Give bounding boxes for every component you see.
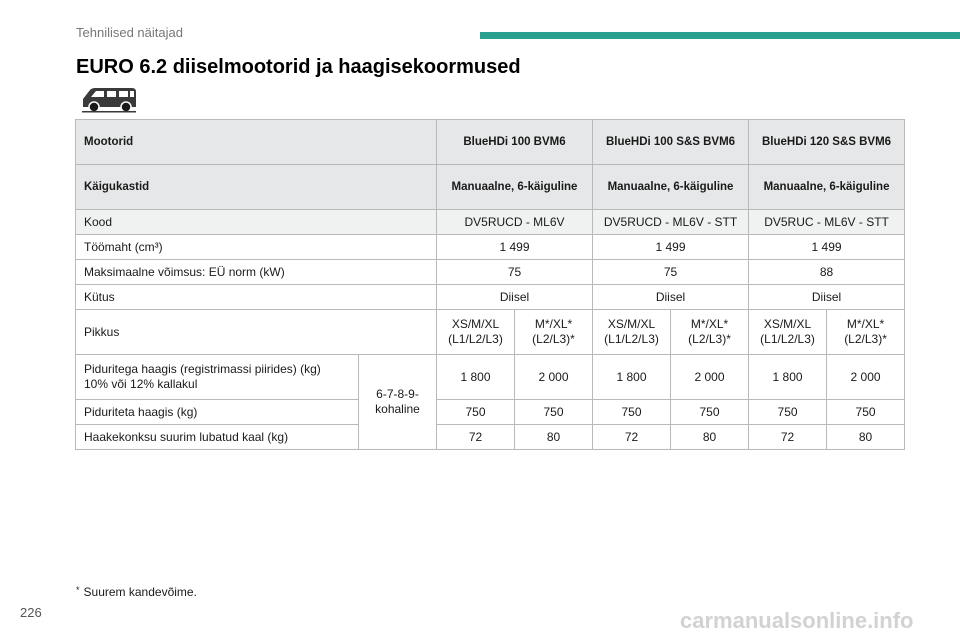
gearbox-value-3: Manuaalne, 6-käiguline (749, 165, 905, 210)
length-value-1: XS/M/XL (L1/L2/L3) (437, 310, 515, 355)
power-value-2: 75 (593, 260, 749, 285)
fuel-value-3: Diisel (749, 285, 905, 310)
fuel-label: Kütus (76, 285, 437, 310)
engine-spec-table (75, 119, 905, 450)
gearbox-row (76, 165, 905, 210)
length-label: Pikkus (76, 310, 437, 355)
towball-value-6: 80 (827, 425, 905, 450)
page-number: 226 (20, 605, 42, 620)
code-value-1: DV5RUCD - ML6V (437, 210, 593, 235)
displacement-value-1: 1 499 (437, 235, 593, 260)
section-label: Tehnilised näitajad (76, 25, 183, 40)
footnote-marker: * (76, 585, 80, 595)
length-value-5: XS/M/XL (L1/L2/L3) (749, 310, 827, 355)
engines-header-row (76, 120, 905, 165)
power-row (76, 260, 905, 285)
engine-header-3: BlueHDi 120 S&S BVM6 (749, 120, 905, 165)
watermark: carmanualsonline.info (680, 608, 914, 633)
code-label: Kood (76, 210, 437, 235)
length-value-2: M*/XL* (L2/L3)* (515, 310, 593, 355)
unbraked-trailer-value-6: 750 (827, 400, 905, 425)
towball-value-1: 72 (437, 425, 515, 450)
towball-value-4: 80 (671, 425, 749, 450)
braked-trailer-value-1: 1 800 (437, 355, 515, 400)
braked-trailer-value-4: 2 000 (671, 355, 749, 400)
unbraked-trailer-label: Piduriteta haagis (kg) (76, 400, 359, 425)
header-accent-bar (480, 32, 960, 39)
towball-value-5: 72 (749, 425, 827, 450)
code-row (76, 210, 905, 235)
braked-trailer-value-5: 1 800 (749, 355, 827, 400)
towball-value-2: 80 (515, 425, 593, 450)
towball-label: Haakekonksu suurim lubatud kaal (kg) (76, 425, 359, 450)
unbraked-trailer-value-5: 750 (749, 400, 827, 425)
displacement-value-2: 1 499 (593, 235, 749, 260)
length-value-6: M*/XL* (L2/L3)* (827, 310, 905, 355)
power-value-1: 75 (437, 260, 593, 285)
unbraked-trailer-value-2: 750 (515, 400, 593, 425)
footnote (76, 585, 197, 599)
power-value-3: 88 (749, 260, 905, 285)
code-value-2: DV5RUCD - ML6V - STT (593, 210, 749, 235)
unbraked-trailer-value-1: 750 (437, 400, 515, 425)
footnote-text: Suurem kandevõime. (83, 585, 197, 599)
fuel-row (76, 285, 905, 310)
braked-trailer-value-2: 2 000 (515, 355, 593, 400)
displacement-value-3: 1 499 (749, 235, 905, 260)
code-value-3: DV5RUC - ML6V - STT (749, 210, 905, 235)
unbraked-trailer-value-3: 750 (593, 400, 671, 425)
gearbox-value-2: Manuaalne, 6-käiguline (593, 165, 749, 210)
van-icon (80, 85, 138, 113)
unbraked-trailer-row (76, 400, 905, 425)
engine-header-1: BlueHDi 100 BVM6 (437, 120, 593, 165)
engine-header-2: BlueHDi 100 S&S BVM6 (593, 120, 749, 165)
displacement-label: Töömaht (cm³) (76, 235, 437, 260)
length-row (76, 310, 905, 355)
displacement-row (76, 235, 905, 260)
fuel-value-1: Diisel (437, 285, 593, 310)
length-value-3: XS/M/XL (L1/L2/L3) (593, 310, 671, 355)
gearbox-label: Käigukastid (76, 165, 437, 210)
braked-trailer-label: Piduritega haagis (registrimassi piirides) (kg) 10% või 12% kallakul (76, 355, 359, 400)
page-title: EURO 6.2 diiselmootorid ja haagisekoormused (76, 56, 521, 78)
towball-row (76, 425, 905, 450)
length-value-4: M*/XL* (L2/L3)* (671, 310, 749, 355)
gearbox-value-1: Manuaalne, 6-käiguline (437, 165, 593, 210)
seats-cell: 6-7-8-9- kohaline (359, 355, 437, 450)
fuel-value-2: Diisel (593, 285, 749, 310)
braked-trailer-value-3: 1 800 (593, 355, 671, 400)
braked-trailer-value-6: 2 000 (827, 355, 905, 400)
braked-trailer-row (76, 355, 905, 400)
towball-value-3: 72 (593, 425, 671, 450)
unbraked-trailer-value-4: 750 (671, 400, 749, 425)
engines-label: Mootorid (76, 120, 437, 165)
power-label: Maksimaalne võimsus: EÜ norm (kW) (76, 260, 437, 285)
